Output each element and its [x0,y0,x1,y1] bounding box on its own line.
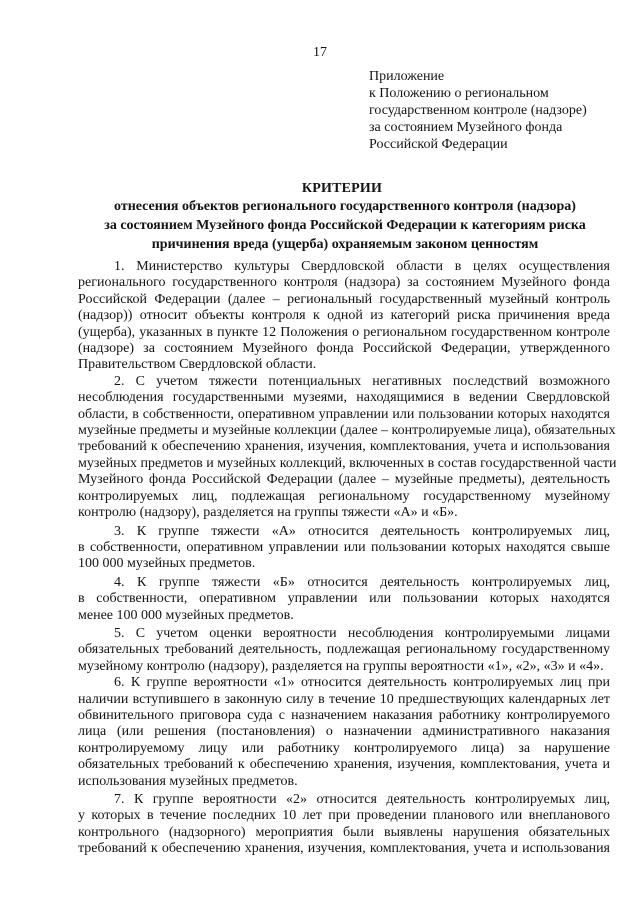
subtitle-line: причинения вреда (ущерба) охраняемым законом ценностям [151,237,539,252]
text-line: лица (или решения (постановления) о назначении административного наказания [78,724,610,740]
paragraph-7 [78,792,610,858]
text-line: Правительством Свердловской области. [78,357,317,373]
text-line: требований к обеспечению хранения, изучения, комплектования, учета и использования [78,439,610,455]
text-line: (надзор)) относит объекты контроля к одной из категорий риска причинения вреда [78,308,610,324]
text-line: менее 100 000 музейных предметов. [78,607,294,623]
text-line: контролируемых лиц, подлежащая региональному государственному музейному [78,488,610,504]
text-line: контролируемому лицу или работнику контролируемого лица) за нарушение [78,740,610,756]
text-line: использования музейных предметов. [78,773,298,789]
text-line: в собственности, оперативном управлении или пользовании которых находятся свыше [78,539,610,555]
appendix-note [369,68,619,153]
text-line: области, в собственности, оперативном управлении или пользовании которых находятся [78,406,610,422]
appendix-line: Приложение [369,69,445,84]
paragraph-2 [78,373,617,522]
text-line: 100 000 музейных предметов. [78,556,256,572]
appendix-line: за состоянием Музейного фонда [369,120,563,135]
document-title: КРИТЕРИИ [301,181,383,196]
appendix-line: к Положению о региональном [369,86,549,101]
text-line: в собственности, оперативном управлении или пользовании которых находятся [78,591,610,607]
document-body [78,259,617,858]
appendix-line: Российской Федерации [369,137,508,152]
text-line: 3. К группе тяжести «А» относится деятельность контролируемых лиц, [114,523,610,539]
paragraph-5 [78,626,610,675]
text-line: обвинительного приговора суда с назначением наказания работнику контролируемого [78,707,610,723]
text-line: 4. К группе тяжести «Б» относится деятельность контролируемых лиц, [114,574,610,590]
document-subtitle [78,197,612,254]
text-line: 1. Министерство культуры Свердловской области в целях осуществления [114,259,610,274]
page-number: 17 [313,45,327,60]
text-line: контрольного (надзорного) мероприятия были выявлены нарушения обязательных [78,824,610,840]
text-line: музейному контролю (надзору), разделяется на группы вероятности «1», «2», «3» и «4». [78,658,604,674]
text-line: 5. С учетом оценки вероятности несоблюдения контролируемыми лицами [114,625,610,641]
text-line: музейных предметов и музейных коллекций, включенных в состав государственной части [78,455,617,471]
text-line: несоблюдения государственными музеями, находящимися в ведении Свердловской [78,390,610,406]
text-line: Российской Федерации (далее – региональный государственный музейный контроль [78,291,610,307]
text-line: 2. С учетом тяжести потенциальных негативных последствий возможного [114,373,610,389]
subtitle-line: за состоянием Музейного фонда Российской Федерации к категориям риска [104,218,586,233]
text-line: обязательных требований деятельность, подлежащая региональному государственному [78,642,610,658]
text-line: требований к обеспечению хранения, изучения, комплектования, учета и использования [78,841,610,857]
paragraph-3 [78,524,610,573]
text-line: 7. К группе вероятности «2» относится деятельность контролируемых лиц, [114,792,610,807]
text-line: музейные предметы и музейные коллекции (далее – контролируемые лица), обязательных [78,423,616,439]
text-line: у которых в течение последних 10 лет при проведении планового или внепланового [78,808,610,824]
text-line: 6. К группе вероятности «1» относится деятельность контролируемых лиц при [114,675,610,691]
paragraph-6 [78,675,610,790]
text-line: обязательных требований к обеспечению хранения, изучения, комплектования, учета и [78,757,610,773]
text-line: регионального государственного контроля (надзора) за состоянием Музейного фонда [78,275,610,291]
text-line: контролю (надзору), разделяется на группы тяжести «А» и «Б». [78,505,458,521]
paragraph-1 [78,259,610,374]
subtitle-line: отнесения объектов регионального государственного контроля (надзора) [114,199,576,214]
text-line: (надзоре) за состоянием Музейного фонда Российской Федерации, утвержденного [78,341,610,357]
appendix-line: государственном контроле (надзоре) [369,103,587,118]
text-line: наличии вступившего в законную силу в течение 10 предшествующих календарных лет [78,691,610,707]
text-line: Музейного фонда Российской Федерации (далее – музейные предметы), деятельность [78,472,610,488]
text-line: (ущерба), указанных в пункте 12 Положения о региональном государственном контроле [78,324,610,340]
paragraph-4 [78,575,610,624]
